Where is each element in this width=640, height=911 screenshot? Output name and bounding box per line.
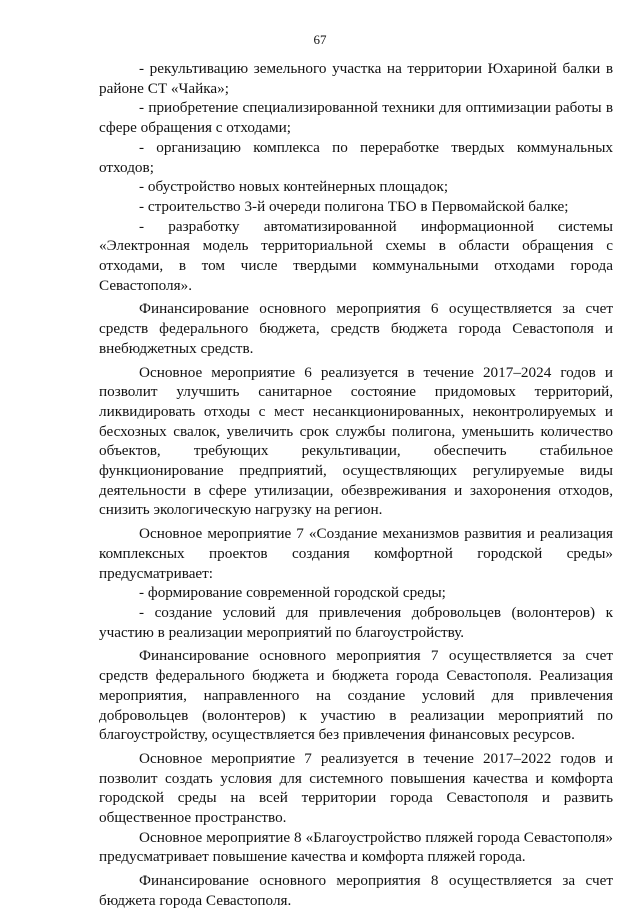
paragraph: Финансирование основного мероприятия 8 осуществляется за счет бюджета города Севастополя. bbox=[99, 872, 613, 909]
document-body bbox=[99, 59, 613, 911]
list-item: - разработку автоматизированной информационной системы «Электронная модель территориальной схемы в области обращения с отходами, в том числе твердыми коммунальными отходами города Севастополя». bbox=[99, 217, 613, 294]
paragraph: Основное мероприятие 7 «Создание механизмов развития и реализация комплексных проектов создания комфортной городской среды» предусматривает: bbox=[99, 525, 613, 582]
list-item: - рекультивацию земельного участка на территории Юхариной балки в районе СТ «Чайка»; bbox=[99, 60, 613, 97]
paragraph: Финансирование основного мероприятия 7 осуществляется за счет средств федерального бюджета и бюджета города Севастополя. Реализация мероприятия, направленного на создание условий для привлечения добровольцев (волонтеров) к участию в реализации мероприятий по благоустройству, осуществляется без привлечения финансовых ресурсов. bbox=[99, 647, 613, 744]
paragraph: Основное мероприятие 8 «Благоустройство пляжей города Севастополя» предусматривает повышение качества и комфорта пляжей города. bbox=[99, 828, 613, 866]
paragraph: Основное мероприятие 6 реализуется в течение 2017–2024 годов и позволит улучшить санитарное состояние придомовых территорий, ликвидировать отходы с мест несанкционированных, неконтролируемых и бесхозных свалок, увеличить срок службы полигона, уменьшить количество объектов, требующих рекультивации, обеспечить стабильное функционирование предприятий, осуществляющих регулируемые виды деятельности в сфере утилизации, обезвреживания и захоронения отходов, снизить экологическую нагрузку на регион. bbox=[99, 363, 613, 519]
list-item: - строительство 3-й очереди полигона ТБО в Первомайской балке; bbox=[139, 197, 569, 215]
list-item: - приобретение специализированной техники для оптимизации работы в сфере обращения с отходами; bbox=[99, 99, 613, 137]
list-item: - обустройство новых контейнерных площадок; bbox=[139, 178, 449, 196]
list-item: - создание условий для привлечения добровольцев (волонтеров) к участию в реализации мероприятий по благоустройству. bbox=[99, 603, 613, 641]
page-number: 67 bbox=[313, 32, 327, 47]
list-item: - формирование современной городской среды; bbox=[139, 584, 446, 602]
paragraph: Основное мероприятие 7 реализуется в течение 2017–2022 годов и позволит создать условия для системного повышения качества и комфорта городской среды на всей территории города Севастополя и развить общественное пространство. bbox=[99, 749, 613, 827]
list-item: - организацию комплекса по переработке твердых коммунальных отходов; bbox=[99, 138, 613, 176]
paragraph: Финансирование основного мероприятия 6 осуществляется за счет средств федерального бюджета, средств бюджета города Севастополя и внебюджетных средств. bbox=[99, 300, 613, 357]
